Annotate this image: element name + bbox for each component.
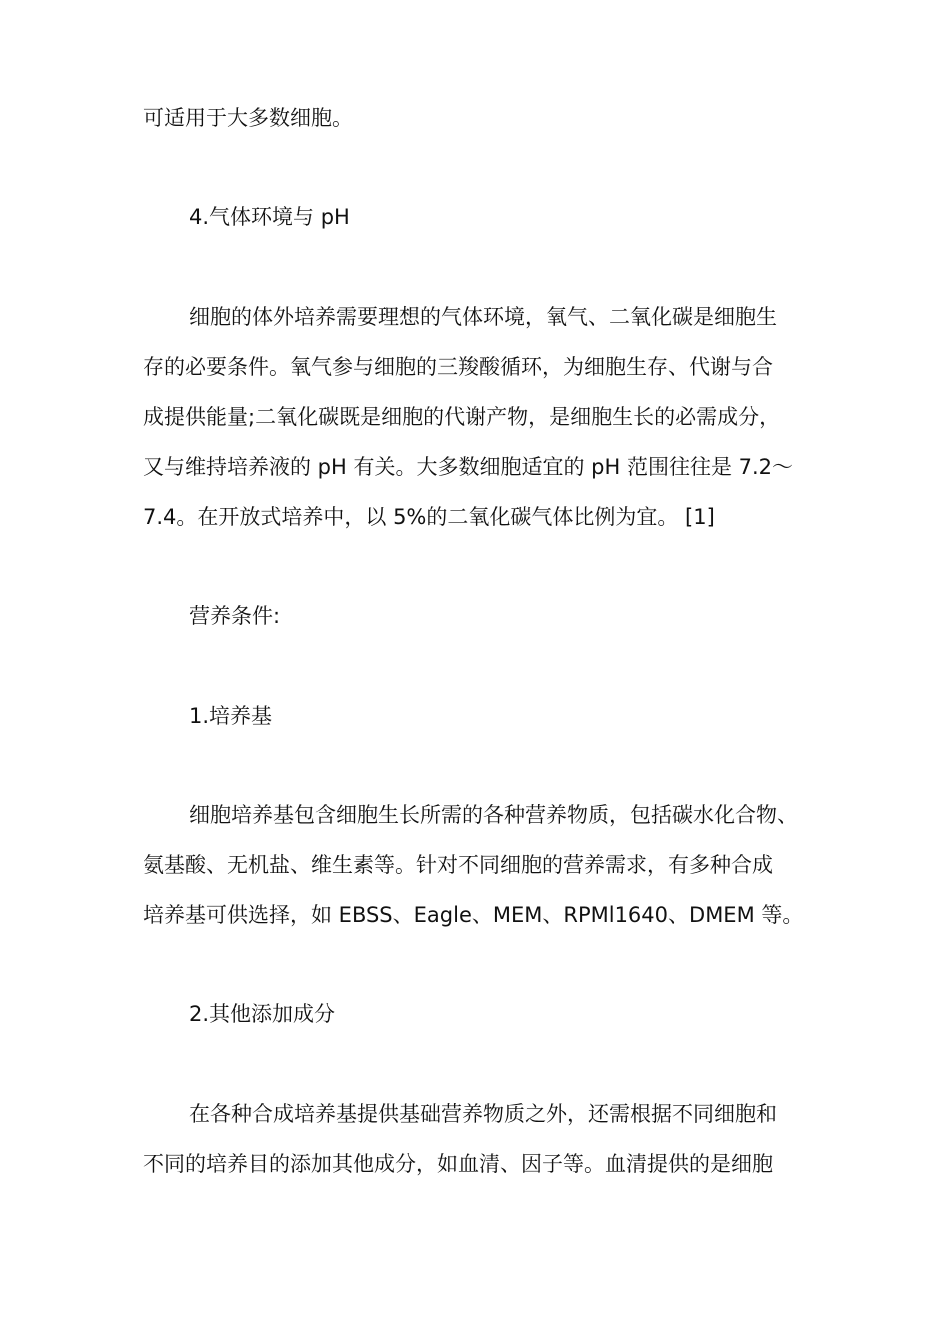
section-heading: 营养条件: [189, 604, 281, 628]
paragraph-line: 在各种合成培养基提供基础营养物质之外，还需根据不同细胞和 [189, 1102, 777, 1126]
paragraph-line: 存的必要条件。氧气参与细胞的三羧酸循环，为细胞生存、代谢与合 [143, 355, 773, 379]
paragraph-line: 培养基可供选择，如 EBSS、Eagle、MEM、RPMl1640、DMEM 等。 [143, 903, 804, 927]
paragraph-line: 细胞培养基包含细胞生长所需的各种营养物质，包括碳水化合物、 [189, 803, 798, 827]
paragraph-line: 可适用于大多数细胞。 [143, 106, 353, 130]
section-heading: 4.气体环境与 pH [189, 205, 350, 229]
section-heading: 2.其他添加成分 [189, 1002, 336, 1026]
paragraph-line: 又与维持培养液的 pH 有关。大多数细胞适宜的 pH 范围往往是 7.2～ [143, 455, 794, 479]
paragraph-line: 成提供能量;二氧化碳既是细胞的代谢产物，是细胞生长的必需成分， [143, 405, 781, 429]
paragraph-line: 不同的培养目的添加其他成分，如血清、因子等。血清提供的是细胞 [143, 1152, 773, 1176]
paragraph-line: 氨基酸、无机盐、维生素等。针对不同细胞的营养需求，有多种合成 [143, 853, 773, 877]
paragraph-line: 细胞的体外培养需要理想的气体环境，氧气、二氧化碳是细胞生 [189, 305, 777, 329]
paragraph-line: 7.4。在开放式培养中，以 5%的二氧化碳气体比例为宜。 [1] [143, 505, 715, 529]
section-heading: 1.培养基 [189, 704, 273, 728]
